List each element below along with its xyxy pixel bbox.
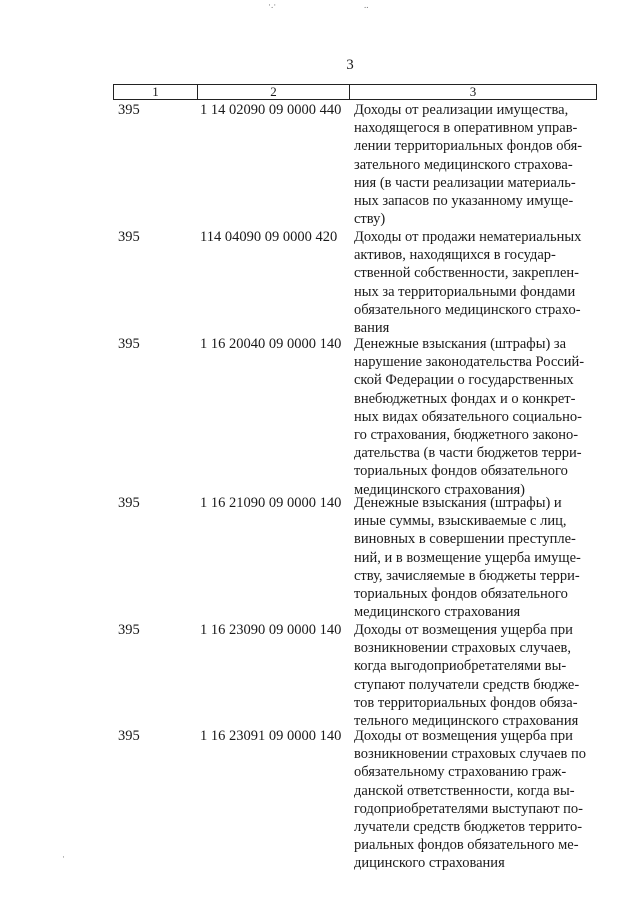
page-number: 3	[346, 57, 354, 73]
description-line: обязательного медицинского страхо-	[354, 301, 581, 318]
revenue-code: 1 14 02090 09 0000 440	[200, 102, 342, 118]
description-line: ступают получатели средств бюдже-	[354, 676, 580, 693]
revenue-code: 1 16 20040 09 0000 140	[200, 336, 342, 352]
description-line: годоприобретателями выступают по-	[354, 800, 583, 817]
description-line: активов, находящихся в государ-	[354, 247, 556, 264]
scan-mark: ·	[62, 852, 65, 862]
description-line: тов территориальных фондов обяза-	[354, 694, 578, 711]
revenue-code: 1 16 23090 09 0000 140	[200, 622, 342, 638]
description-line: находящегося в оперативном управ-	[354, 120, 578, 137]
admin-code: 395	[118, 728, 140, 744]
revenue-description	[354, 727, 594, 873]
admin-code: 395	[118, 495, 140, 511]
revenue-code: 114 04090 09 0000 420	[200, 229, 338, 245]
description-line: ния (в части реализации материаль-	[354, 174, 576, 191]
header-col-2: 2	[198, 85, 350, 100]
description-line: ской Федерации о государственных	[354, 372, 574, 389]
description-line: обязательному страхованию граж-	[354, 764, 567, 781]
description-line: возникновении страховых случаев по	[354, 746, 587, 763]
description-line: го страхования, бюджетного законо-	[354, 427, 579, 444]
description-line: риальных фондов обязательного ме-	[354, 837, 579, 854]
description-line: виновных в совершении преступле-	[354, 531, 576, 548]
revenue-description	[354, 101, 594, 228]
scan-mark: ·.·	[268, 0, 277, 10]
description-line: внебюджетных фондах и о конкрет-	[354, 390, 576, 407]
description-line: Денежные взыскания (штрафы) за	[354, 336, 567, 352]
table-header	[113, 84, 597, 100]
description-line: медицинского страхования	[354, 604, 521, 621]
description-line: лении территориальных фондов обя-	[354, 138, 583, 155]
description-line: ству, зачисляемые в бюджеты терри-	[354, 567, 580, 584]
description-line: Доходы от возмещения ущерба при	[354, 622, 573, 638]
description-line: ных запасов по указанному имуще-	[354, 193, 574, 210]
description-line: возникновении страховых случаев,	[354, 640, 572, 657]
revenue-code: 1 16 21090 09 0000 140	[200, 495, 342, 511]
description-line: ству)	[354, 211, 386, 228]
description-line: ториальных фондов обязательного	[354, 586, 568, 603]
description-line: ственной собственности, закреплен-	[354, 265, 579, 282]
description-line: медицинского страхования)	[354, 481, 525, 498]
description-line: Денежные взыскания (штрафы) и	[354, 495, 562, 511]
description-line: ных за территориальными фондами	[354, 283, 576, 300]
description-line: когда выгодоприобретателями вы-	[354, 658, 567, 675]
revenue-description	[354, 494, 594, 621]
description-line: дицинского страхования	[354, 855, 505, 872]
description-line: нарушение законодательства Россий-	[354, 354, 585, 371]
scan-mark: ..	[364, 0, 369, 10]
description-line: Доходы от возмещения ущерба при	[354, 728, 573, 744]
admin-code: 395	[118, 622, 140, 638]
description-line: данской ответственности, когда вы-	[354, 782, 575, 799]
description-line: ториальных фондов обязательного	[354, 463, 568, 480]
description-line: иные суммы, взыскиваемые с лиц,	[354, 513, 567, 530]
description-line: тельного медицинского страхования	[354, 713, 579, 730]
admin-code: 395	[118, 229, 140, 245]
header-col-1: 1	[114, 85, 198, 100]
admin-code: 395	[118, 102, 140, 118]
description-line: ний, и в возмещение ущерба имуще-	[354, 549, 581, 566]
description-line: вания	[354, 320, 390, 337]
description-line: дательства (в части бюджетов терри-	[354, 445, 582, 462]
description-line: Доходы от реализации имущества,	[354, 102, 569, 118]
description-line: ных видах обязательного социально-	[354, 408, 582, 425]
admin-code: 395	[118, 336, 140, 352]
header-col-3: 3	[350, 85, 597, 100]
description-line: лучатели средств бюджетов террито-	[354, 819, 583, 836]
revenue-description	[354, 335, 594, 499]
revenue-code: 1 16 23091 09 0000 140	[200, 728, 342, 744]
description-line: Доходы от продажи нематериальных	[354, 229, 582, 245]
revenue-description	[354, 621, 594, 730]
revenue-description	[354, 228, 594, 337]
description-line: зательного медицинского страхова-	[354, 156, 573, 173]
